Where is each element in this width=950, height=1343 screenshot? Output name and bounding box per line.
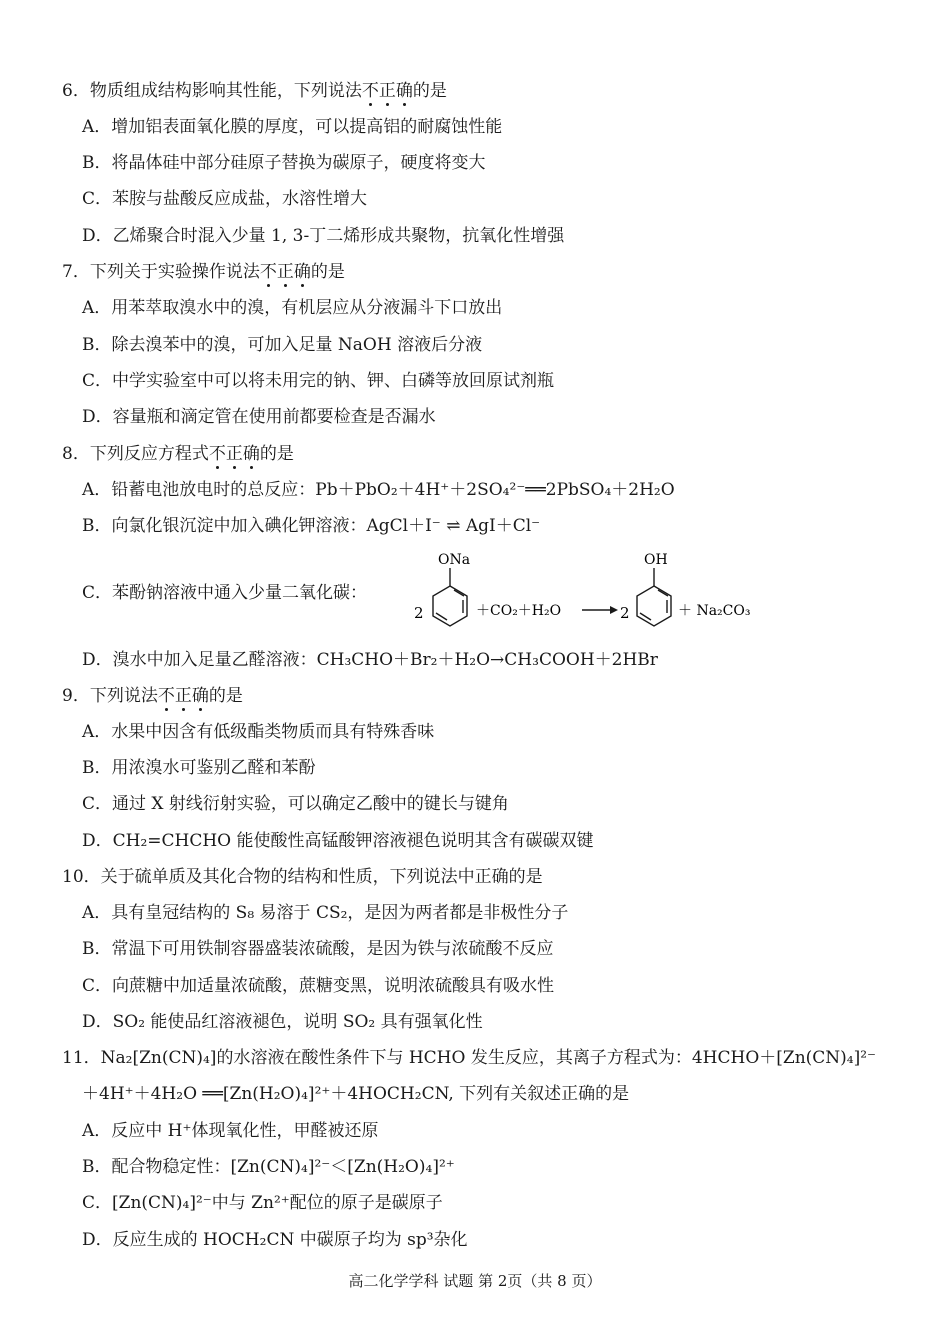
question-11-option-c: C．[Zn(CN)₄]²⁻中与 Zn²⁺配位的原子是碳原子: [82, 1193, 443, 1213]
question-8-option-d: D．溴水中加入足量乙醛溶液：CH₃CHO＋Br₂＋H₂O→CH₃COOH＋2HBr: [82, 650, 658, 670]
benzene-ring-icon: [637, 568, 671, 626]
question-9-option-c: C．通过 X 射线衍射实验，可以确定乙酸中的键长与键角: [82, 794, 509, 814]
question-8-option-a: A．铅蓄电池放电时的总反应：Pb＋PbO₂＋4H⁺＋2SO₄²⁻══2PbSO₄＋2H₂O: [82, 480, 675, 500]
substituent-oh: OH: [644, 552, 668, 568]
question-8-stem: 8．下列反应方程式不正确的是: [62, 444, 294, 464]
question-11-option-a: A．反应中 H⁺体现氧化性，甲醛被还原: [82, 1121, 379, 1141]
question-9-option-a: A．水果中因含有低级酯类物质而具有特殊香味: [82, 722, 435, 742]
question-11-stem-line-2: ＋4H⁺＋4H₂O ══[Zn(H₂O)₄]²⁺＋4HOCH₂CN, 下列有关叙述正确的是: [82, 1084, 630, 1104]
equation-coefficient-1: 2: [414, 604, 424, 622]
question-6-option-c: C．苯胺与盐酸反应成盐，水溶性增大: [82, 189, 368, 209]
equation-product-na2co3: ＋ Na₂CO₃: [678, 603, 751, 619]
question-9-option-d: D．CH₂=CHCHO 能使酸性高锰酸钾溶液褪色说明其含有碳碳双键: [82, 831, 594, 851]
question-8-option-b: B．向氯化银沉淀中加入碘化钾溶液：AgCl＋I⁻ ⇌ AgI＋Cl⁻: [82, 516, 541, 536]
question-7-option-c: C．中学实验室中可以将未用完的钠、钾、白磷等放回原试剂瓶: [82, 371, 555, 391]
question-6-option-d: D．乙烯聚合时混入少量 1, 3-丁二烯形成共聚物，抗氧化性增强: [82, 226, 565, 246]
question-7-stem: 7．下列关于实验操作说法不正确的是: [62, 262, 345, 282]
substituent-ona: ONa: [438, 552, 471, 568]
question-6-option-a: A．增加铝表面氧化膜的厚度，可以提高铝的耐腐蚀性能: [82, 117, 503, 137]
equation-coefficient-2: 2: [620, 604, 630, 622]
question-10-option-b: B．常温下可用铁制容器盛装浓硫酸，是因为铁与浓硫酸不反应: [82, 939, 554, 959]
question-11-option-b: B．配合物稳定性：[Zn(CN)₄]²⁻＜[Zn(H₂O)₄]²⁺: [82, 1157, 455, 1177]
question-9-option-b: B．用浓溴水可鉴别乙醛和苯酚: [82, 758, 316, 778]
phenol-reaction-equation: [410, 548, 770, 638]
question-8-option-c: C．苯酚钠溶液中通入少量二氧化碳：: [82, 583, 368, 603]
page-footer: 高二化学学科 试题 第 2页（共 8 页）: [348, 1272, 602, 1290]
question-7-option-d: D．容量瓶和滴定管在使用前都要检查是否漏水: [82, 407, 436, 427]
question-7-option-a: A．用苯萃取溴水中的溴，有机层应从分液漏斗下口放出: [82, 298, 503, 318]
question-6-stem: 6．物质组成结构影响其性能，下列说法不正确的是: [62, 81, 447, 101]
benzene-ring-icon: [433, 568, 467, 626]
question-10-option-d: D．SO₂ 能使品红溶液褪色，说明 SO₂ 具有强氧化性: [82, 1012, 483, 1032]
question-11-option-d: D．反应生成的 HOCH₂CN 中碳原子均为 sp³杂化: [82, 1230, 468, 1250]
question-10-stem: 10．关于硫单质及其化合物的结构和性质，下列说法中正确的是: [62, 867, 543, 887]
reaction-arrow-icon: [582, 606, 618, 614]
question-11-stem-line-1: 11．Na₂[Zn(CN)₄]的水溶液在酸性条件下与 HCHO 发生反应，其离子方程式为：4HCHO＋[Zn(CN)₄]²⁻: [62, 1048, 877, 1068]
question-10-option-a: A．具有皇冠结构的 S₈ 易溶于 CS₂，是因为两者都是非极性分子: [82, 903, 569, 923]
question-9-stem: 9．下列说法不正确的是: [62, 686, 243, 706]
equation-reactants: ＋CO₂＋H₂O: [476, 603, 562, 619]
question-10-option-c: C．向蔗糖中加适量浓硫酸，蔗糖变黑，说明浓硫酸具有吸水性: [82, 976, 555, 996]
question-7-option-b: B．除去溴苯中的溴，可加入足量 NaOH 溶液后分液: [82, 335, 483, 355]
question-6-option-b: B．将晶体硅中部分硅原子替换为碳原子，硬度将变大: [82, 153, 486, 173]
